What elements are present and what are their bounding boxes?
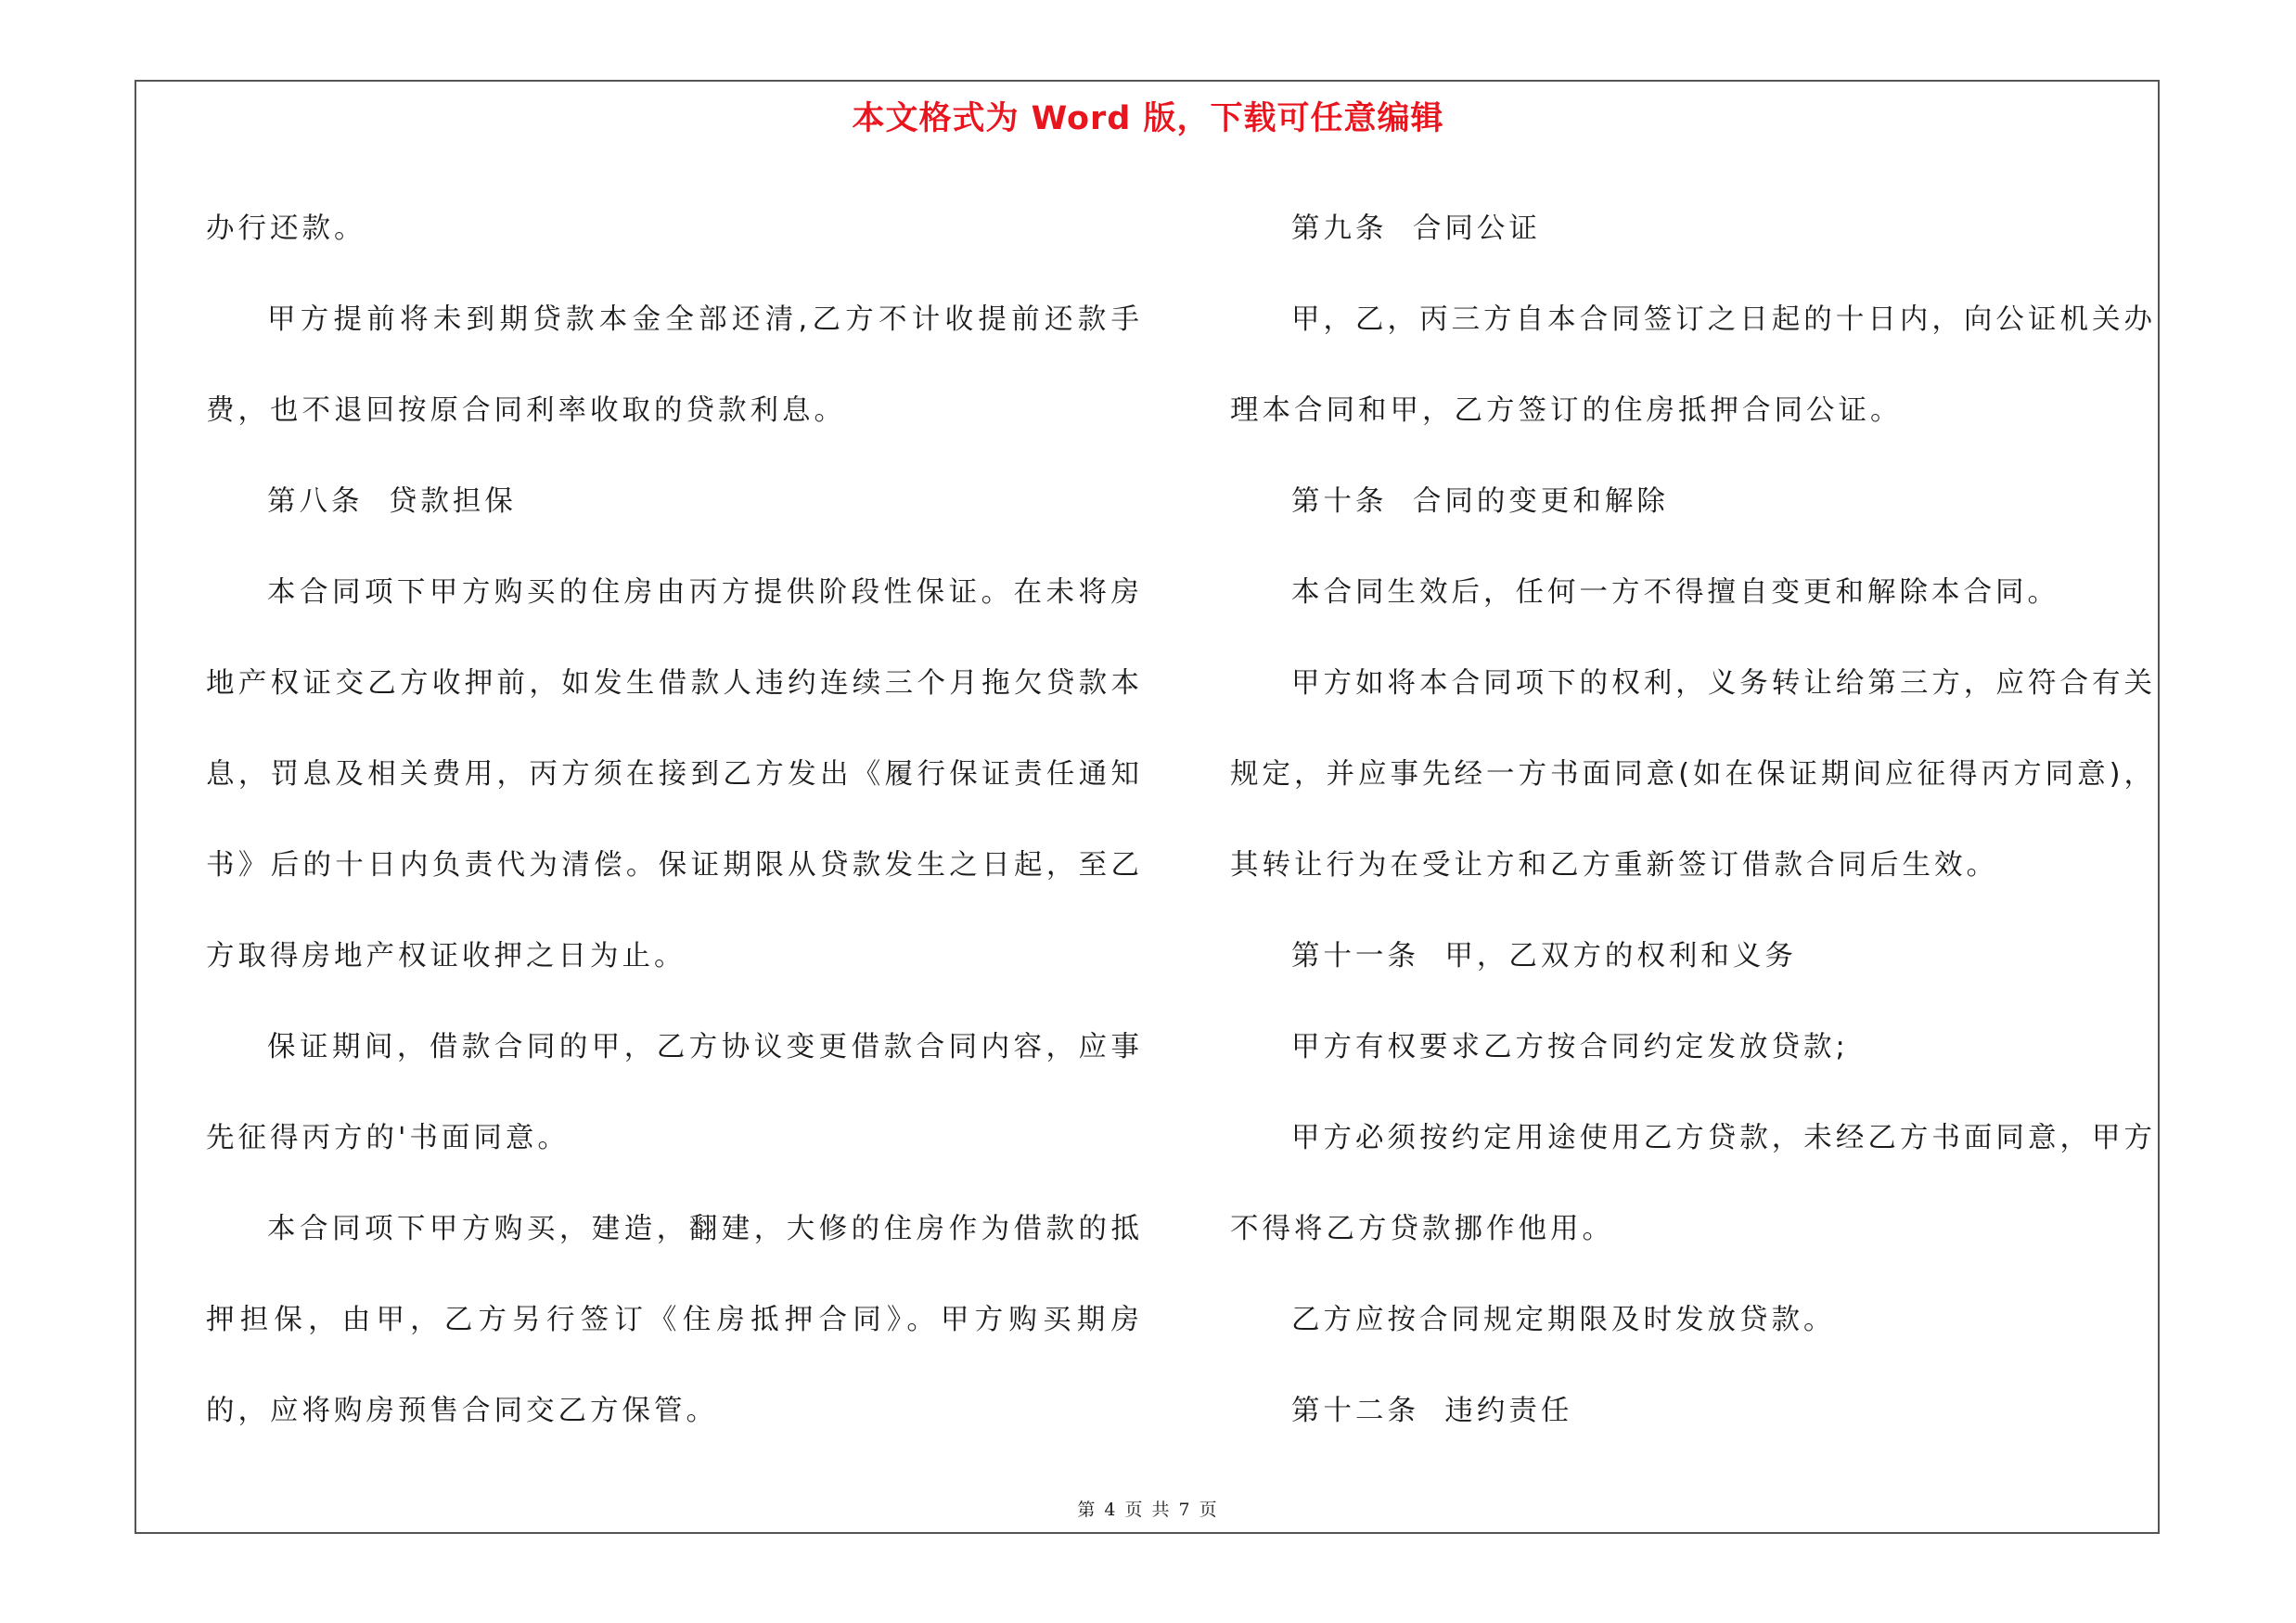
section-heading: 第十一条 甲，乙双方的权利和义务	[1291, 940, 1797, 973]
paragraph: 保证期间，借款合同的甲，乙方协议变更借款合同内容，应事先征得丙方的'书面同意。	[206, 1031, 1143, 1154]
left-column	[206, 184, 1143, 1457]
paragraph: 甲方提前将未到期贷款本金全部还清,乙方不计收提前还款手费，也不退回按原合同利率收取的贷款利息。	[206, 303, 1143, 427]
page-number-footer: 第 4 页 共 7 页	[1077, 1500, 1219, 1520]
word-format-banner: 本文格式为 Word 版，下载可任意编辑	[852, 100, 1444, 137]
paragraph: 本合同项下甲方购买的住房由丙方提供阶段性保证。在未将房地产权证交乙方收押前，如发生借款人违约连续三个月拖欠贷款本息，罚息及相关费用，丙方须在接到乙方发出《履行保证责任通知书》后的十日内负责代为清偿。保证期限从贷款发生之日起，至乙方取得房地产权证收押之日为止。	[206, 576, 1143, 973]
paragraph: 甲方有权要求乙方按合同约定发放贷款;	[1291, 1031, 1849, 1063]
paragraph: 本合同生效后，任何一方不得擅自变更和解除本合同。	[1291, 576, 2059, 609]
paragraph: 甲，乙，丙三方自本合同签订之日起的十日内，向公证机关办理本合同和甲，乙方签订的住房抵押合同公证。	[1230, 303, 2156, 427]
paragraph: 甲方如将本合同项下的权利，义务转让给第三方，应符合有关规定，并应事先经一方书面同意(如在保证期间应征得丙方同意)，其转让行为在受让方和乙方重新签订借款合同后生效。	[1230, 667, 2156, 882]
section-heading: 第九条 合同公证	[1291, 213, 1541, 245]
section-heading: 第十二条 违约责任	[1291, 1395, 1573, 1427]
paragraph: 乙方应按合同规定期限及时发放贷款。	[1291, 1304, 1836, 1336]
section-heading: 第八条 贷款担保	[267, 485, 517, 518]
paragraph: 甲方必须按约定用途使用乙方贷款，未经乙方书面同意，甲方不得将乙方贷款挪作他用。	[1230, 1122, 2156, 1245]
paragraph: 办行还款。	[206, 213, 366, 245]
right-column	[1230, 184, 2156, 1457]
paragraph: 本合同项下甲方购买，建造，翻建，大修的住房作为借款的抵押担保，由甲，乙方另行签订《住房抵押合同》。甲方购买期房的，应将购房预售合同交乙方保管。	[206, 1213, 1143, 1427]
section-heading: 第十条 合同的变更和解除	[1291, 485, 1669, 518]
